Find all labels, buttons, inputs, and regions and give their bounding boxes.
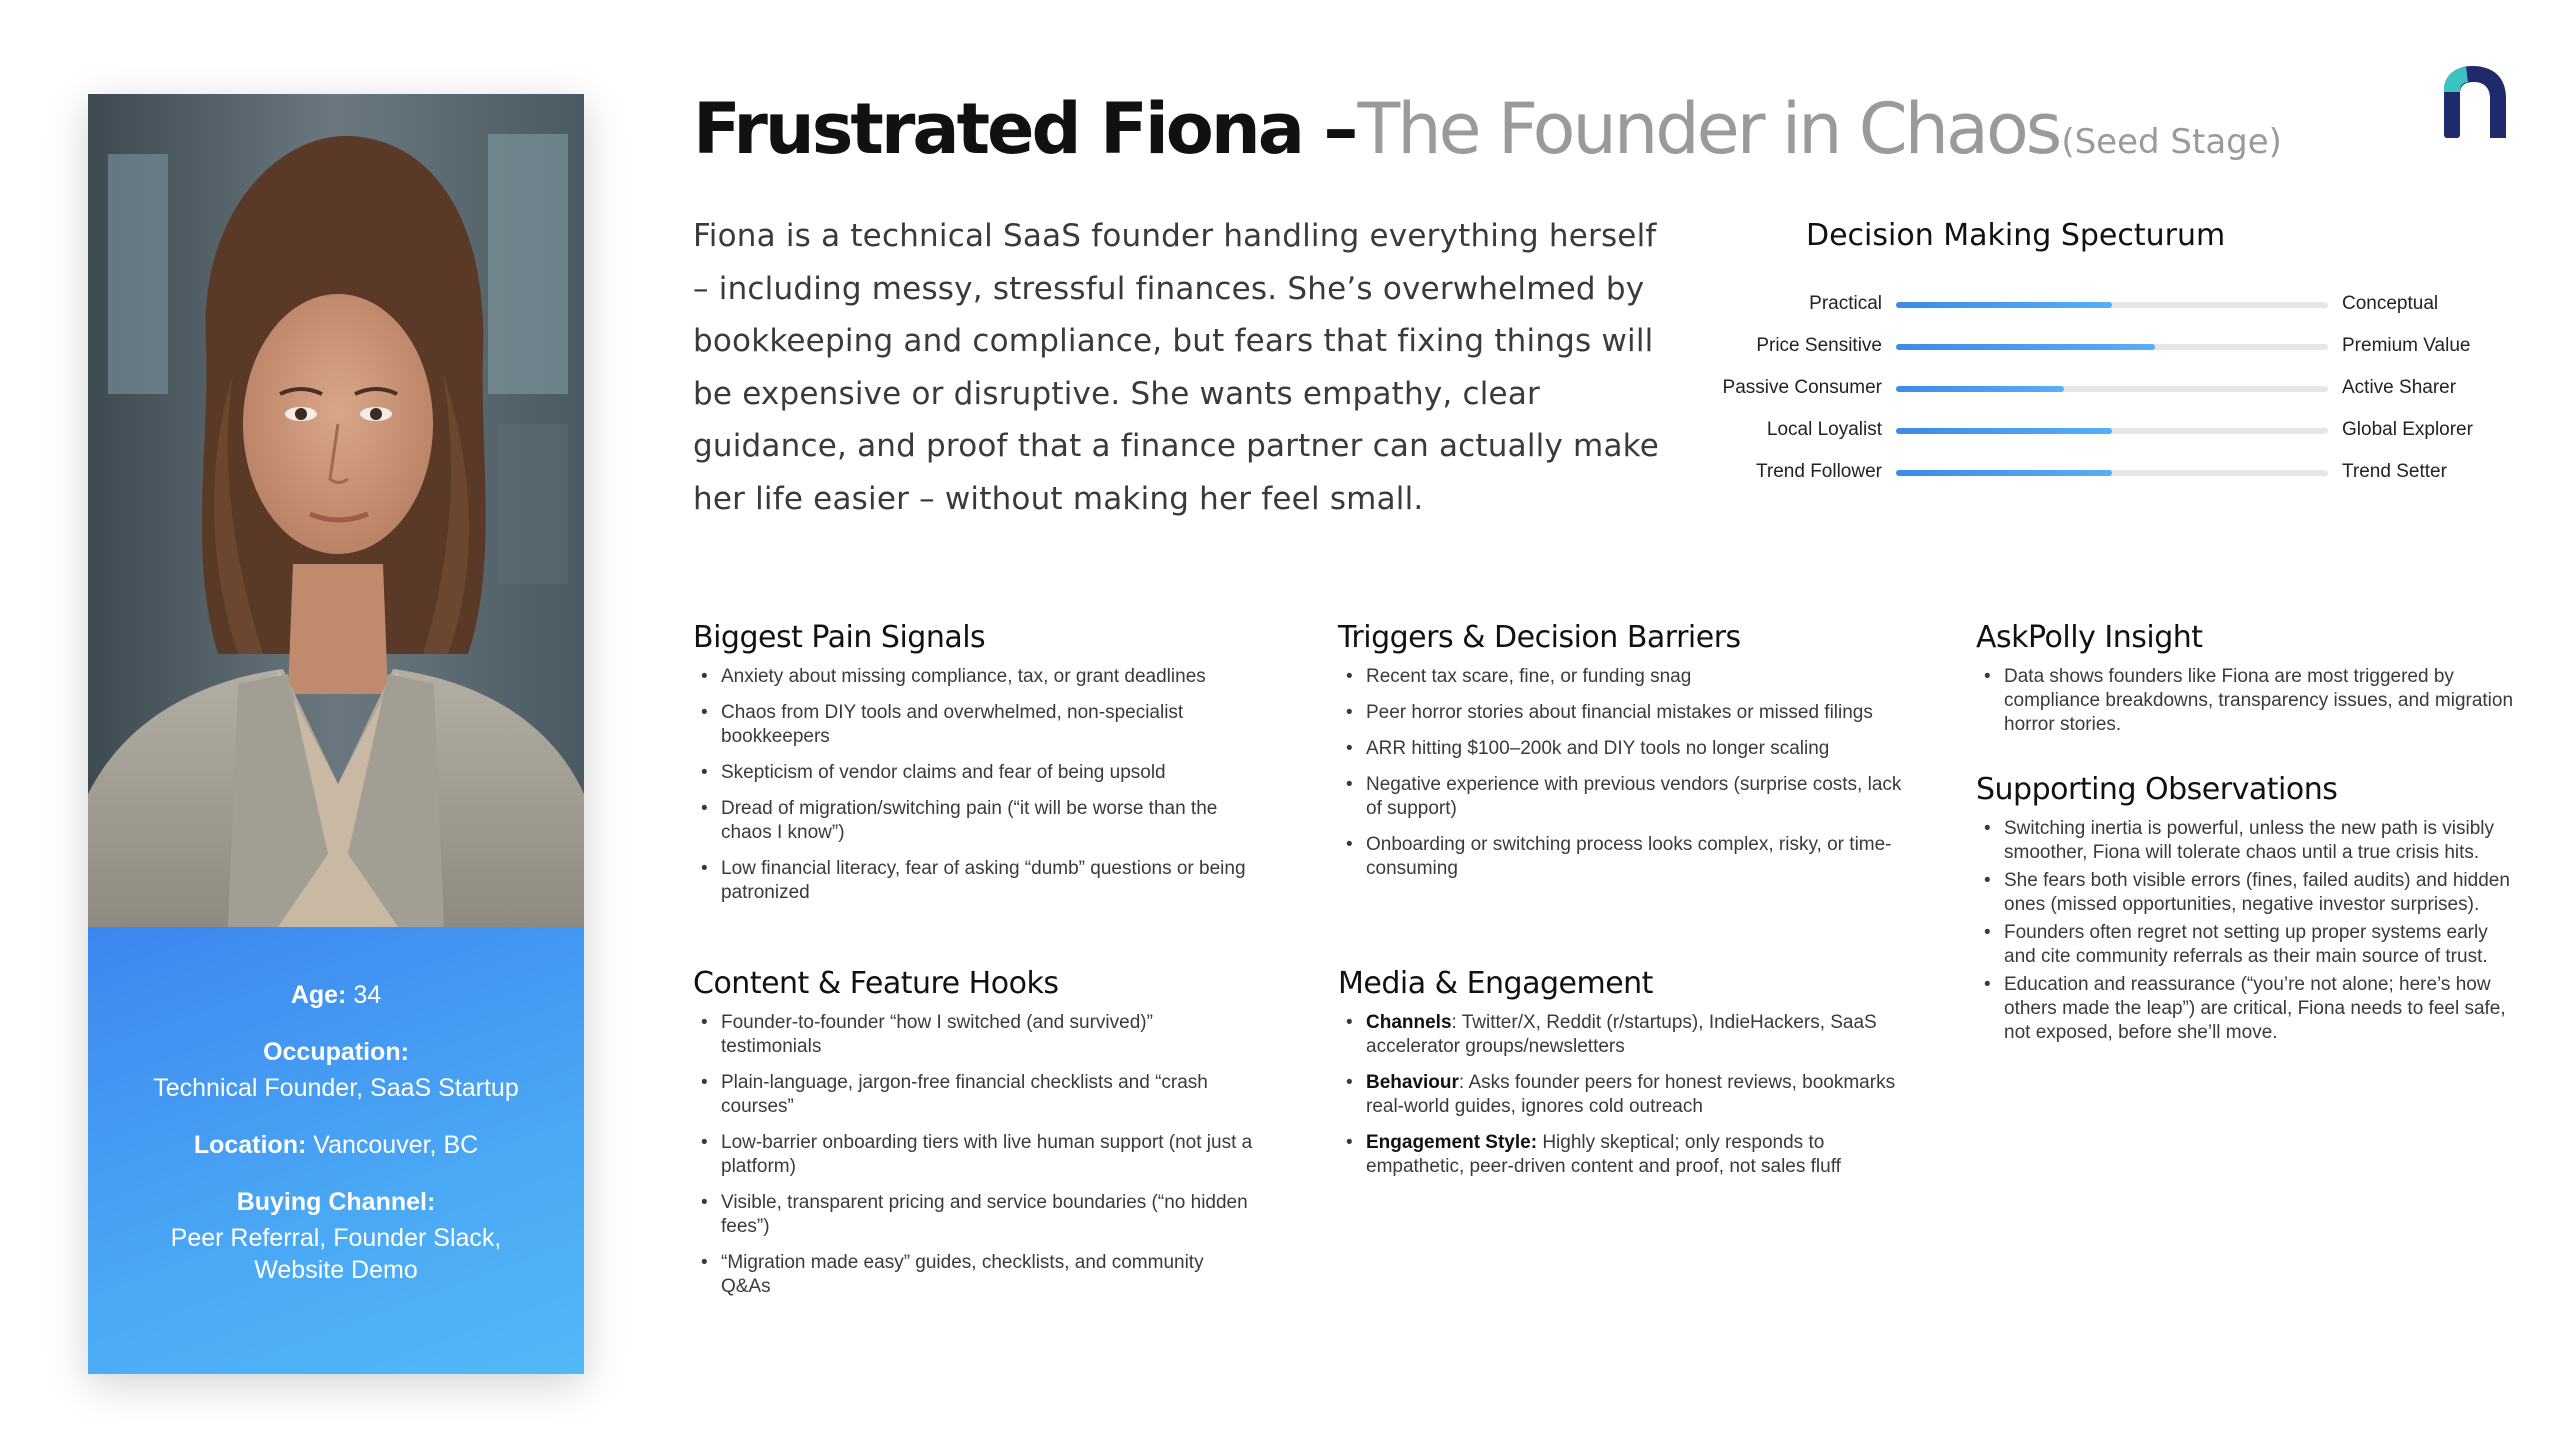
spectrum-right-label: Trend Setter <box>2342 461 2447 482</box>
list-item <box>1338 1011 1918 1059</box>
spectrum-right-label: Conceptual <box>2342 293 2439 314</box>
media-item-label: Behaviour <box>1366 1072 1459 1093</box>
age-label: Age: <box>290 981 347 1009</box>
spectrum-row <box>1700 375 2500 401</box>
persona-buying-channel <box>88 1186 584 1286</box>
buying-channel-value: Peer Referral, Founder Slack, Website Demo <box>170 1224 502 1284</box>
insight-section <box>1976 620 2516 749</box>
persona-occupation <box>88 1036 584 1104</box>
list-item: • Negative experience with previous vendors (surprise costs, lack of support) <box>1338 773 1918 821</box>
list-item: • Switching inertia is powerful, unless the new path is visibly smoother, Fiona will tolerate chaos until a true crisis hits. <box>1976 817 2516 865</box>
list-item: • Recent tax scare, fine, or funding snag <box>1338 665 1918 689</box>
location-value: Vancouver, BC <box>313 1131 479 1159</box>
list-item: • She fears both visible errors (fines, failed audits) and hidden ones (missed opportunities, negative investor surprises). <box>1976 869 2516 917</box>
title-subtitle: The Founder in Chaos <box>1357 88 2060 170</box>
title-name: Frustrated Fiona – <box>693 88 1356 170</box>
insight-list <box>1976 665 2516 737</box>
media-engagement-list <box>1338 1011 1918 1179</box>
spectrum-fill <box>1896 428 2112 434</box>
list-item: • Skepticism of vendor claims and fear of being upsold <box>693 761 1253 785</box>
spectrum-row <box>1700 291 2500 317</box>
persona-age <box>88 979 584 1011</box>
buying-channel-label: Buying Channel: <box>236 1188 436 1216</box>
media-engagement-heading: Media & Engagement <box>1338 966 1653 1001</box>
list-item: • Low-barrier onboarding tiers with live human support (not just a platform) <box>693 1131 1253 1179</box>
pain-signals-heading: Biggest Pain Signals <box>693 620 986 655</box>
spectrum-left-label: Price Sensitive <box>1756 335 1882 356</box>
media-item-sep: : <box>1458 1072 1469 1093</box>
occupation-label: Occupation: <box>263 1038 409 1066</box>
spectrum-row <box>1700 333 2500 359</box>
spectrum-left-label: Practical <box>1809 293 1882 314</box>
list-item: • Plain-language, jargon-free financial checklists and “crash courses” <box>693 1071 1253 1119</box>
list-item: • Founder-to-founder “how I switched (and survived)” testimonials <box>693 1011 1253 1059</box>
media-engagement-section <box>1338 966 1918 1191</box>
persona-card <box>88 94 584 1374</box>
list-item: • Chaos from DIY tools and overwhelmed, non-specialist bookkeepers <box>693 701 1253 749</box>
feature-hooks-heading: Content & Feature Hooks <box>693 966 1059 1001</box>
feature-hooks-section <box>693 966 1253 1311</box>
location-label: Location: <box>193 1131 307 1159</box>
list-item: • Data shows founders like Fiona are most triggered by compliance breakdowns, transparency issues, and migration horror stories. <box>1976 665 2516 737</box>
list-item: • Visible, transparent pricing and service boundaries (“no hidden fees”) <box>693 1191 1253 1239</box>
spectrum-fill <box>1896 386 2064 392</box>
spectrum-left-label: Trend Follower <box>1755 461 1882 482</box>
title-stage: (Seed Stage) <box>2061 122 2282 162</box>
insight-heading: AskPolly Insight <box>1976 620 2203 655</box>
observations-heading: Supporting Observations <box>1976 772 2338 807</box>
list-item <box>1338 1071 1918 1119</box>
pain-signals-list <box>693 665 1253 905</box>
spectrum-fill <box>1896 302 2112 308</box>
spectrum-row <box>1700 417 2500 443</box>
occupation-value: Technical Founder, SaaS Startup <box>153 1074 519 1102</box>
feature-hooks-list <box>693 1011 1253 1299</box>
triggers-list <box>1338 665 1918 881</box>
spectrum-left-label: Passive Consumer <box>1722 377 1882 398</box>
spectrum-track <box>1896 386 2328 392</box>
persona-info <box>88 927 584 1374</box>
triggers-heading: Triggers & Decision Barriers <box>1338 620 1741 655</box>
spectrum-fill <box>1896 470 2112 476</box>
media-item-label: Engagement Style: <box>1366 1132 1538 1153</box>
list-item: • Onboarding or switching process looks complex, risky, or time-consuming <box>1338 833 1918 881</box>
media-item-label: Channels <box>1366 1012 1452 1033</box>
list-item: • “Migration made easy” guides, checklists, and community Q&As <box>693 1251 1253 1299</box>
age-value: 34 <box>353 981 382 1009</box>
spectrum-right-label: Global Explorer <box>2342 419 2473 440</box>
media-item-text: Twitter/X, Reddit (r/startups), IndieHackers, SaaS accelerator groups/newsletters <box>1366 1012 1877 1057</box>
page-title <box>693 88 2282 170</box>
list-item: • Peer horror stories about financial mistakes or missed filings <box>1338 701 1918 725</box>
list-item <box>1338 1131 1918 1179</box>
list-item: • Dread of migration/switching pain (“it will be worse than the chaos I know”) <box>693 797 1253 845</box>
observations-section <box>1976 772 2516 1049</box>
pain-signals-section <box>693 620 1253 917</box>
list-item: • Education and reassurance (“you’re not alone; here’s how others made the leap”) are critical, Fiona needs to feel safe, not exposed, before she’ll move. <box>1976 973 2516 1045</box>
persona-location <box>88 1129 584 1161</box>
list-item: • Founders often regret not setting up proper systems early and cite community referrals as their main source of trust. <box>1976 921 2516 969</box>
persona-photo <box>88 94 584 927</box>
list-item: • Anxiety about missing compliance, tax, or grant deadlines <box>693 665 1253 689</box>
media-item-sep: : <box>1451 1012 1462 1033</box>
list-item: • Low financial literacy, fear of asking “dumb” questions or being patronized <box>693 857 1253 905</box>
spectrum-title: Decision Making Specturum <box>1806 218 2226 253</box>
spectrum-track <box>1896 302 2328 308</box>
triggers-section <box>1338 620 1918 893</box>
spectrum-track <box>1896 344 2328 350</box>
spectrum-track <box>1896 470 2328 476</box>
media-item-text: Highly skeptical; only responds to empathetic, peer-driven content and proof, not sales fluff <box>1366 1132 1841 1177</box>
spectrum-fill <box>1896 344 2155 350</box>
list-item: • ARR hitting $100–200k and DIY tools no longer scaling <box>1338 737 1918 761</box>
spectrum-track <box>1896 428 2328 434</box>
media-item-text: Asks founder peers for honest reviews, bookmarks real-world guides, ignores cold outreach <box>1366 1072 1896 1117</box>
spectrum-row <box>1700 459 2500 485</box>
observations-list <box>1976 817 2516 1045</box>
spectrum-left-label: Local Loyalist <box>1766 419 1882 440</box>
intro-paragraph: Fiona is a technical SaaS founder handling everything herself – including messy, stressful finances. She’s overwhelmed by bookkeeping and compliance, but fears that fixing things will be expensive or disruptive. She wants empathy, clear guidance, and proof that a finance partner can actually make her life easier – without making her feel small. <box>693 218 1659 517</box>
spectrum-right-label: Active Sharer <box>2342 377 2457 398</box>
spectrum-right-label: Premium Value <box>2342 335 2471 356</box>
n-logo-icon <box>2440 64 2512 144</box>
